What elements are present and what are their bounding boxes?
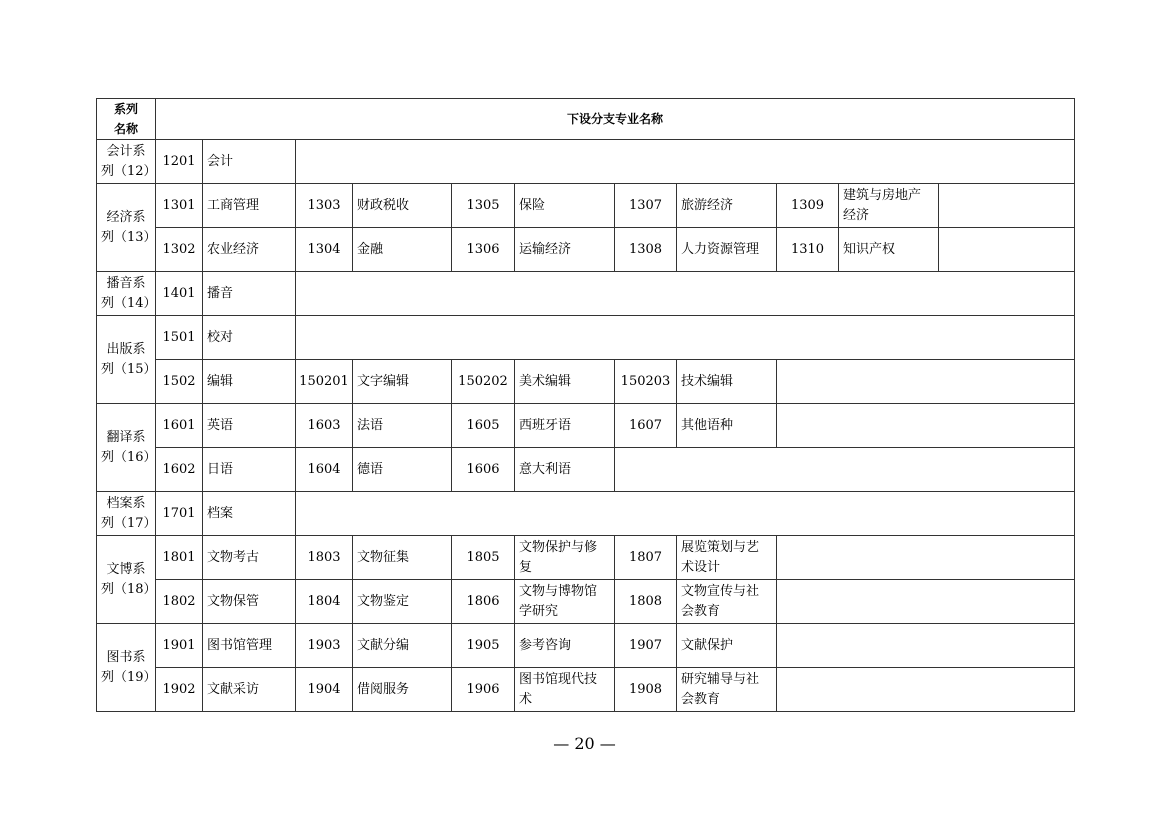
specialty-name-cell: 财政税收 (353, 184, 452, 228)
specialty-name-cell: 工商管理 (203, 184, 296, 228)
specialty-code-cell: 1901 (156, 624, 203, 668)
specialty-name-cell: 知识产权 (839, 228, 939, 272)
specialty-code-cell: 1306 (452, 228, 515, 272)
table-row (97, 272, 1075, 316)
empty-cell (615, 448, 1075, 492)
specialty-code-cell: 1603 (296, 404, 353, 448)
empty-cell (296, 492, 1075, 536)
specialty-name-cell: 西班牙语 (515, 404, 615, 448)
specialty-code-cell: 1806 (452, 580, 515, 624)
specialty-name-cell: 其他语种 (677, 404, 777, 448)
table-row (97, 624, 1075, 668)
table-body (97, 99, 1075, 712)
empty-cell (777, 668, 1075, 712)
branch-column-header: 下设分支专业名称 (156, 99, 1075, 140)
empty-cell (777, 404, 1075, 448)
specialty-name-cell: 建筑与房地产 经济 (839, 184, 939, 228)
specialty-code-cell: 1904 (296, 668, 353, 712)
specialty-code-cell: 1501 (156, 316, 203, 360)
table-row (97, 404, 1075, 448)
specialty-code-cell: 1803 (296, 536, 353, 580)
specialty-name-cell: 文物考古 (203, 536, 296, 580)
specialty-name-cell: 人力资源管理 (677, 228, 777, 272)
series-name-cell: 翻译系 列（16） (97, 404, 156, 492)
specialty-code-cell: 150202 (452, 360, 515, 404)
series-name-cell: 播音系 列（14） (97, 272, 156, 316)
specialty-name-cell: 运输经济 (515, 228, 615, 272)
series-name-cell: 出版系 列（15） (97, 316, 156, 404)
specialty-name-cell: 文献采访 (203, 668, 296, 712)
specialty-name-cell: 金融 (353, 228, 452, 272)
specialty-code-cell: 1801 (156, 536, 203, 580)
page-number: — 20 — (553, 734, 616, 753)
specialty-name-cell: 美术编辑 (515, 360, 615, 404)
specialty-code-cell: 1802 (156, 580, 203, 624)
specialty-name-cell: 文献保护 (677, 624, 777, 668)
empty-cell (777, 580, 1075, 624)
specialty-code-cell: 1301 (156, 184, 203, 228)
specialty-code-cell: 1401 (156, 272, 203, 316)
table-row (97, 668, 1075, 712)
specialty-name-cell: 文字编辑 (353, 360, 452, 404)
specialty-name-cell: 校对 (203, 316, 296, 360)
specialty-code-cell: 1807 (615, 536, 677, 580)
specialty-code-cell: 1601 (156, 404, 203, 448)
empty-cell (939, 184, 1075, 228)
specialty-name-cell: 日语 (203, 448, 296, 492)
table-row (97, 316, 1075, 360)
specialty-code-cell: 1905 (452, 624, 515, 668)
specialty-code-cell: 1907 (615, 624, 677, 668)
empty-cell (296, 316, 1075, 360)
table-row (97, 140, 1075, 184)
specialty-name-cell: 文物鉴定 (353, 580, 452, 624)
specialty-name-cell: 参考咨询 (515, 624, 615, 668)
table-row (97, 536, 1075, 580)
specialty-name-cell: 文物征集 (353, 536, 452, 580)
series-name-cell: 档案系 列（17） (97, 492, 156, 536)
table-header-row (97, 99, 1075, 140)
specialty-code-cell: 1309 (777, 184, 839, 228)
specialty-code-cell: 1805 (452, 536, 515, 580)
specialty-code-cell: 150201 (296, 360, 353, 404)
specialty-name-cell: 会计 (203, 140, 296, 184)
specialty-name-cell: 英语 (203, 404, 296, 448)
specialty-code-cell: 1310 (777, 228, 839, 272)
specialty-name-cell: 编辑 (203, 360, 296, 404)
series-name-cell: 经济系 列（13） (97, 184, 156, 272)
table-row (97, 448, 1075, 492)
specialty-name-cell: 法语 (353, 404, 452, 448)
table-row (97, 184, 1075, 228)
specialty-code-cell: 1305 (452, 184, 515, 228)
specialty-code-cell: 1908 (615, 668, 677, 712)
specialty-name-cell: 保险 (515, 184, 615, 228)
specialty-name-cell: 技术编辑 (677, 360, 777, 404)
specialty-code-cell: 1701 (156, 492, 203, 536)
specialty-code-cell: 1607 (615, 404, 677, 448)
specialty-code-cell: 1304 (296, 228, 353, 272)
specialty-code-cell: 1902 (156, 668, 203, 712)
table-row (97, 580, 1075, 624)
specialty-name-cell: 图书馆管理 (203, 624, 296, 668)
specialty-code-cell: 1302 (156, 228, 203, 272)
empty-cell (296, 272, 1075, 316)
specialty-code-cell: 1602 (156, 448, 203, 492)
empty-cell (777, 624, 1075, 668)
series-name-cell: 图书系 列（19） (97, 624, 156, 712)
specialty-name-cell: 播音 (203, 272, 296, 316)
specialty-code-cell: 1903 (296, 624, 353, 668)
table-row (97, 360, 1075, 404)
table-row (97, 492, 1075, 536)
empty-cell (777, 536, 1075, 580)
specialty-name-cell: 文物保护与修 复 (515, 536, 615, 580)
specialty-name-cell: 文物保管 (203, 580, 296, 624)
specialty-name-cell: 意大利语 (515, 448, 615, 492)
specialty-name-cell: 旅游经济 (677, 184, 777, 228)
specialty-name-cell: 德语 (353, 448, 452, 492)
specialty-name-cell: 农业经济 (203, 228, 296, 272)
specialty-code-cell: 1604 (296, 448, 353, 492)
specialty-name-cell: 图书馆现代技 术 (515, 668, 615, 712)
specialty-name-cell: 借阅服务 (353, 668, 452, 712)
specialty-code-cell: 1605 (452, 404, 515, 448)
empty-cell (777, 360, 1075, 404)
specialty-code-cell: 1502 (156, 360, 203, 404)
series-name-cell: 文博系 列（18） (97, 536, 156, 624)
specialty-name-cell: 档案 (203, 492, 296, 536)
specialty-code-cell: 1804 (296, 580, 353, 624)
branch-specialty-table (96, 98, 1075, 712)
specialty-name-cell: 文物宣传与社 会教育 (677, 580, 777, 624)
empty-cell (296, 140, 1075, 184)
specialty-code-cell: 1201 (156, 140, 203, 184)
series-name-cell: 会计系 列（12） (97, 140, 156, 184)
specialty-code-cell: 1307 (615, 184, 677, 228)
empty-cell (939, 228, 1075, 272)
specialty-name-cell: 文献分编 (353, 624, 452, 668)
specialty-code-cell: 1808 (615, 580, 677, 624)
specialty-code-cell: 1906 (452, 668, 515, 712)
specialty-code-cell: 150203 (615, 360, 677, 404)
specialty-code-cell: 1606 (452, 448, 515, 492)
specialty-code-cell: 1308 (615, 228, 677, 272)
series-column-header: 系列 名称 (97, 99, 156, 140)
specialty-name-cell: 展览策划与艺 术设计 (677, 536, 777, 580)
specialty-name-cell: 研究辅导与社 会教育 (677, 668, 777, 712)
specialty-name-cell: 文物与博物馆 学研究 (515, 580, 615, 624)
table-row (97, 228, 1075, 272)
specialty-code-cell: 1303 (296, 184, 353, 228)
